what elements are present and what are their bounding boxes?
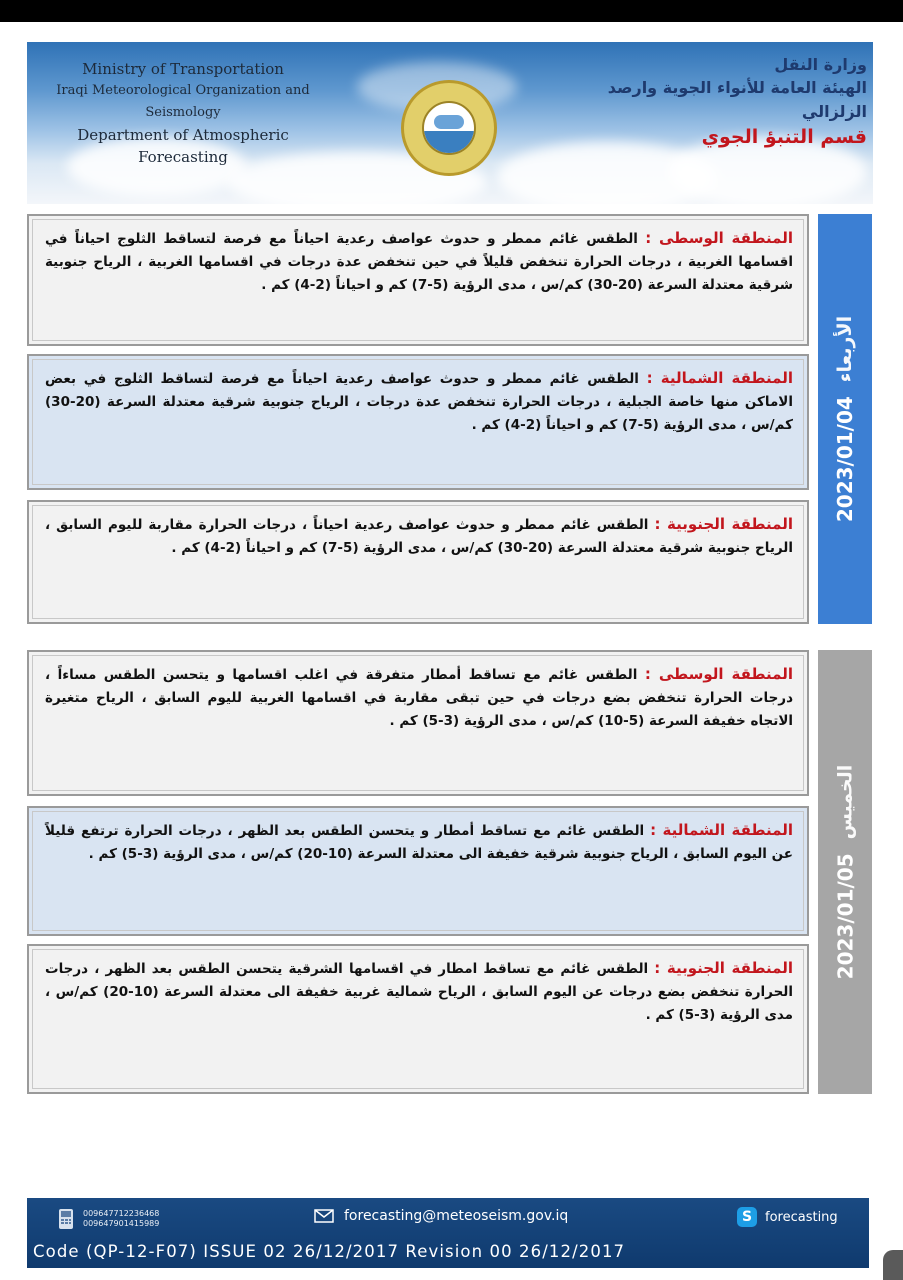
document-code-line: Code (QP-12-F07) ISSUE 02 26/12/2017 Revision 00 26/12/2017: [33, 1242, 626, 1261]
forecast-text: الطقس غائم مع تساقط أمطار متفرقة في اغلب اقسامها و يتحسن الطقس مساءاً ، درجات الحرارة تنخفض بضع درجات في حين تبقى مقاربة في اقسامها الغربية لليوم السابق ، الرياح متغيرة الاتجاه خفيفة السرعة (5-10) كم/س ، مدى الرؤية (3-5) كم .: [45, 667, 793, 729]
footer-skype-block: [737, 1207, 838, 1227]
forecast-text: الطقس غائم مع تساقط امطار في اقسامها الشرقية يتحسن الطقس بعد الظهر ، درجات الحرارة تنخفض بضع درجات عن اليوم السابق ، الرياح شمالية غربية خفيفة الى معتدلة السرعة (10-20) كم/س ، مدى الرؤية (3-5) كم .: [45, 961, 793, 1023]
day2-weekday: الخميس: [834, 764, 857, 840]
letterhead-banner: [27, 42, 873, 204]
department-name-en: Department of Atmospheric Forecasting: [77, 126, 289, 166]
footer-skype-id: forecasting: [765, 1209, 838, 1225]
region-title: المنطقة الشمالية :: [646, 369, 793, 387]
forecast-box-day1-south: [27, 500, 809, 624]
region-title: المنطقة الجنوبية :: [654, 959, 794, 977]
region-title: المنطقة الوسطى :: [645, 229, 793, 247]
skype-icon: S: [737, 1207, 757, 1227]
envelope-icon: [314, 1209, 334, 1223]
top-black-bar: [0, 0, 903, 22]
organization-seal-logo: [401, 80, 497, 176]
region-title: المنطقة الوسطى :: [644, 665, 793, 683]
forecast-box-day1-north: [27, 354, 809, 490]
forecast-text: الطقس غائم ممطر و حدوث عواصف رعدية احياناً مع فرصة لتساقط الثلوج احياناً في اقسامها الغربية ، درجات الحرارة تنخفض قليلاً في حين تنخفض عدة درجات في اقسامها الغربية ، الرياح جنوبية شرقية معتدلة السرعة (20-30) كم/س ، مدى الرؤية (5-7) كم و احياناً (2-4) كم .: [45, 231, 793, 293]
seal-emblem: [422, 101, 476, 155]
forecast-box-day2-central: [27, 650, 809, 796]
footer-email-block: [314, 1208, 568, 1224]
footer-phone-block: [57, 1208, 159, 1230]
page-corner-tab: [883, 1250, 903, 1280]
organization-name-ar: الهيئة العامة للأنواء الجوية وارصد الزلزالي: [607, 78, 867, 121]
phone-icon: [57, 1208, 75, 1230]
forecast-text: الطقس غائم مع تساقط أمطار و يتحسن الطقس بعد الظهر ، درجات الحرارة ترتفع قليلاً عن اليوم السابق ، الرياح جنوبية شرقية خفيفة الى معتدلة السرعة (10-20) كم/س ، مدى الرؤية (3-5) كم .: [45, 823, 793, 862]
document-footer: [27, 1198, 869, 1268]
day1-weekday: الأربعاء: [834, 315, 856, 383]
day2-date-sidebar: [818, 650, 872, 1094]
header-english: [33, 58, 333, 168]
footer-email[interactable]: forecasting@meteoseism.gov.iq: [344, 1208, 569, 1224]
organization-name-en: Iraqi Meteorological Organization and Seismology: [56, 83, 310, 120]
forecast-box-day2-south: [27, 944, 809, 1094]
header-arabic: [547, 54, 867, 150]
phone-number-2: 009647901415989: [83, 1219, 160, 1228]
forecast-box-day2-north: [27, 806, 809, 936]
phone-number-1: 009647712236468: [83, 1209, 160, 1218]
seal-sea-icon: [424, 131, 474, 153]
day1-date: 2023/01/04: [833, 396, 857, 523]
department-name-ar: قسم التنبؤ الجوي: [701, 126, 867, 148]
region-title: المنطقة الجنوبية :: [654, 515, 793, 533]
forecast-text: الطقس غائم ممطر و حدوث عواصف رعدية احياناً مع فرصة لتساقط الثلوج في بعض الاماكن منها خاصة الجبلية ، درجات الحرارة تنخفض عدة درجات ، الرياح جنوبية شرقية معتدلة السرعة (20-30) كم/س ، مدى الرؤية (5-7) كم و احياناً (2-4) كم .: [45, 371, 793, 433]
region-title: المنطقة الشمالية :: [650, 821, 793, 839]
forecast-box-day1-central: [27, 214, 809, 346]
day1-date-sidebar: [818, 214, 872, 624]
ministry-name-ar: وزارة النقل: [774, 55, 867, 74]
forecast-text: الطقس غائم ممطر و حدوث عواصف رعدية احياناً ، درجات الحرارة مقاربة لليوم السابق ، الرياح جنوبية شرقية معتدلة السرعة (20-30) كم/س ، مدى الرؤية (5-7) كم و احياناً (2-4) كم .: [45, 517, 793, 556]
day2-date: 2023/01/05: [833, 853, 858, 980]
ministry-name-en: Ministry of Transportation: [82, 60, 284, 78]
seal-cloud-icon: [434, 115, 464, 129]
